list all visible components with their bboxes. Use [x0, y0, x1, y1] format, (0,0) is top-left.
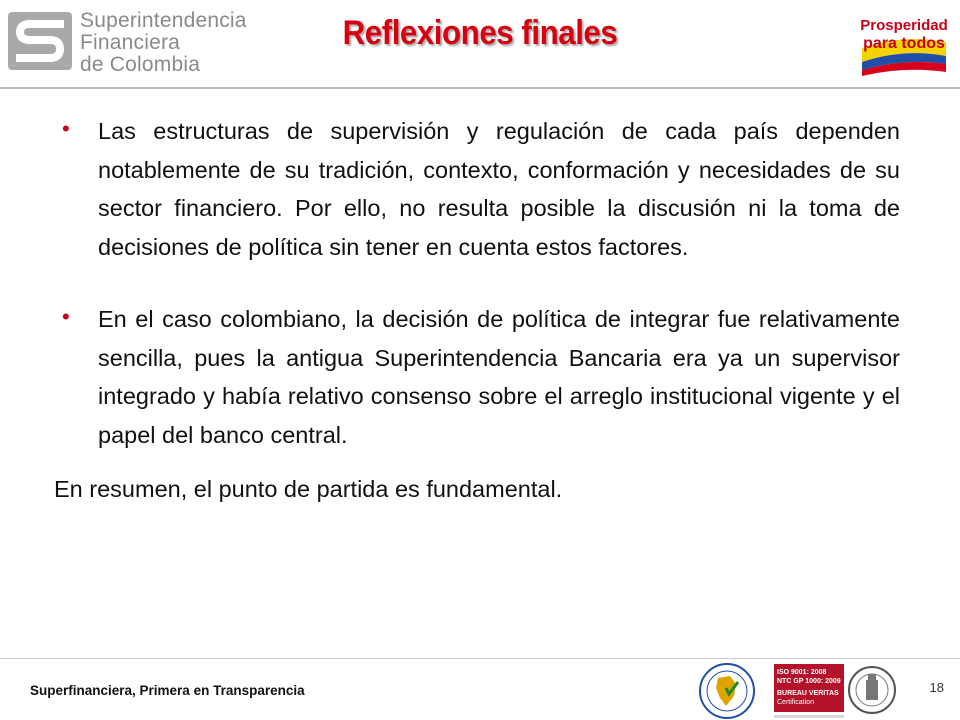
slide-content	[54, 112, 900, 509]
bullet-item-2	[54, 300, 900, 454]
sfc-logo-line1: Superintendencia	[80, 9, 247, 32]
sfc-logo-line2: Financiera	[80, 31, 181, 54]
cert-line2: NTC GP 1000: 2009	[777, 678, 841, 685]
prosperidad-para-todos-logo	[858, 12, 948, 76]
cert-line1: ISO 9001: 2008	[777, 669, 827, 676]
prosperidad-logo-line2: para todos	[863, 35, 945, 52]
sfc-logo-line3: de Colombia	[80, 53, 201, 76]
bullet-text-2: En el caso colombiano, la decisión de política de integrar fue relativamente sencilla, pues la antigua Superintendencia Bancaria era ya un supervisor integrado y había relativo consenso sobre el arreglo institucional vigente y el papel del banco central.	[98, 306, 900, 448]
bullet-text-1: Las estructuras de supervisión y regulación de cada país dependen notablemente de su tradición, contexto, conformación y necesidades de su sector financiero. Por ello, no resulta posible la discusión ni la toma de decisiones de política sin tener en cuenta estos factores.	[98, 118, 900, 260]
header-divider	[0, 87, 960, 89]
prosperidad-logo-line1: Prosperidad	[860, 17, 948, 34]
cert-line3: BUREAU VERITAS	[777, 690, 839, 697]
bullet-dot-icon: •	[62, 304, 70, 329]
bullet-item-1	[54, 112, 900, 266]
slide-title: Reflexiones finales	[342, 14, 618, 52]
bureau-veritas-seal-icon	[848, 660, 896, 720]
footer-divider	[0, 658, 960, 659]
conclusion-text: En resumen, el punto de partida es fundamental.	[54, 476, 563, 502]
colombia-quality-seal-icon	[696, 662, 758, 720]
page-number: 18	[929, 680, 944, 695]
iso-certification-badge	[774, 664, 844, 720]
footer-tagline: Superfinanciera, Primera en Transparencia	[30, 683, 305, 698]
bullet-dot-icon: •	[62, 116, 70, 141]
cert-line4: Certification	[777, 699, 814, 706]
